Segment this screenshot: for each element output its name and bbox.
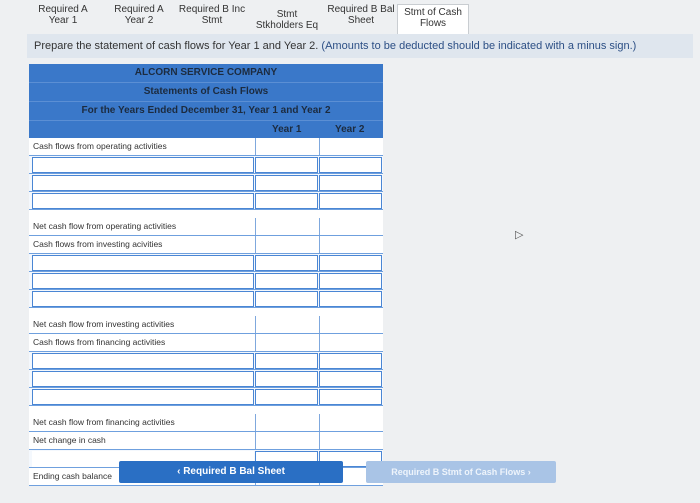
- row-label: Net cash flow from financing activities: [33, 417, 175, 427]
- tab-label: Required B Bal: [327, 4, 395, 15]
- tab-label: Required A: [38, 4, 88, 15]
- column-header-year-1: Year 1: [272, 124, 302, 135]
- prev-button[interactable]: [119, 461, 343, 483]
- year-1-input[interactable]: [255, 371, 318, 387]
- net-investing-row: [29, 316, 383, 334]
- year-1-input[interactable]: [255, 273, 318, 289]
- mouse-pointer-icon: ▷: [515, 229, 524, 241]
- year-2-input[interactable]: [319, 389, 382, 405]
- section-investing-header: [29, 236, 383, 254]
- tab-label: Required A: [114, 4, 164, 15]
- description-input[interactable]: [32, 273, 254, 289]
- table-row: [29, 254, 383, 272]
- statement-period: For the Years Ended December 31, Year 1 and Year 2: [29, 102, 383, 121]
- year-2-input[interactable]: [319, 193, 382, 209]
- year-1-input[interactable]: [255, 157, 318, 173]
- tab-required-a-year-2[interactable]: [108, 4, 170, 26]
- description-input[interactable]: [32, 291, 254, 307]
- year-2-input[interactable]: [319, 157, 382, 173]
- year-2-input[interactable]: [319, 255, 382, 271]
- tab-label: Stmt: [201, 15, 223, 26]
- year-2-input[interactable]: [319, 273, 382, 289]
- column-header-year-2: Year 2: [335, 124, 365, 135]
- year-1-input[interactable]: [255, 255, 318, 271]
- table-row: [29, 272, 383, 290]
- year-1-input[interactable]: [255, 353, 318, 369]
- year-1-input[interactable]: [255, 389, 318, 405]
- tab-required-a-year-1[interactable]: [32, 4, 94, 26]
- tab-required-b-bal-sheet[interactable]: [326, 4, 396, 26]
- description-input[interactable]: [32, 175, 254, 191]
- description-input[interactable]: [32, 157, 254, 173]
- description-input[interactable]: [32, 255, 254, 271]
- tab-label: Year 2: [124, 15, 154, 26]
- description-input[interactable]: [32, 353, 254, 369]
- chevron-right-icon: ›: [527, 467, 531, 477]
- table-row: [29, 174, 383, 192]
- statement-title: Statements of Cash Flows: [29, 83, 383, 102]
- instruction-bar: [27, 34, 693, 58]
- year-2-input[interactable]: [319, 371, 382, 387]
- tab-required-b-inc-stmt[interactable]: [176, 4, 248, 26]
- tab-label: Stmt: [276, 9, 298, 20]
- cash-flow-statement: [29, 64, 383, 486]
- row-label: Net cash flow from investing activities: [33, 319, 175, 329]
- year-2-input[interactable]: [319, 291, 382, 307]
- year-1-input[interactable]: [255, 193, 318, 209]
- section-financing-header: [29, 334, 383, 352]
- section-operating-header: [29, 138, 383, 156]
- year-1-input[interactable]: [255, 175, 318, 191]
- tab-label: Flows: [419, 18, 447, 29]
- table-row: [29, 156, 383, 174]
- description-input[interactable]: [32, 371, 254, 387]
- row-label: Cash flows from financing activities: [33, 337, 166, 347]
- tab-stmt-stkholders-eq[interactable]: [252, 9, 322, 31]
- year-2-input[interactable]: [319, 175, 382, 191]
- column-headers: [29, 121, 383, 138]
- row-label: Cash flows from investing acivities: [33, 239, 163, 249]
- table-row: [29, 352, 383, 370]
- next-button-label: Required B Stmt of Cash Flows: [391, 467, 526, 477]
- tab-label: Stmt of Cash: [404, 7, 462, 18]
- company-name: ALCORN SERVICE COMPANY: [29, 64, 383, 83]
- year-2-input[interactable]: [319, 353, 382, 369]
- tab-label: Year 1: [48, 15, 78, 26]
- next-button[interactable]: [366, 461, 556, 483]
- description-input[interactable]: [32, 193, 254, 209]
- year-1-input[interactable]: [255, 291, 318, 307]
- net-financing-row: [29, 414, 383, 432]
- tab-bar: [0, 0, 700, 34]
- description-input[interactable]: [32, 389, 254, 405]
- row-label: Cash flows from operating activities: [33, 141, 167, 151]
- prev-button-label: Required B Bal Sheet: [183, 466, 285, 477]
- tab-label: Required B Inc: [178, 4, 246, 15]
- table-row: [29, 290, 383, 308]
- net-operating-row: [29, 218, 383, 236]
- instruction-text: Prepare the statement of cash flows for Year 1 and Year 2.: [34, 40, 319, 52]
- row-label: Ending cash balance: [33, 471, 112, 481]
- instruction-note: (Amounts to be deducted should be indicated with a minus sign.): [321, 40, 637, 52]
- row-label: Net cash flow from operating activities: [33, 221, 177, 231]
- table-row: [29, 192, 383, 210]
- table-row: [29, 370, 383, 388]
- net-change-row: [29, 432, 383, 450]
- row-label: Net change in cash: [33, 435, 106, 445]
- tab-stmt-of-cash-flows[interactable]: [397, 4, 469, 36]
- tab-label: Stkholders Eq: [255, 20, 319, 31]
- table-row: [29, 388, 383, 406]
- chevron-left-icon: ‹: [177, 466, 181, 477]
- tab-label: Sheet: [347, 15, 375, 26]
